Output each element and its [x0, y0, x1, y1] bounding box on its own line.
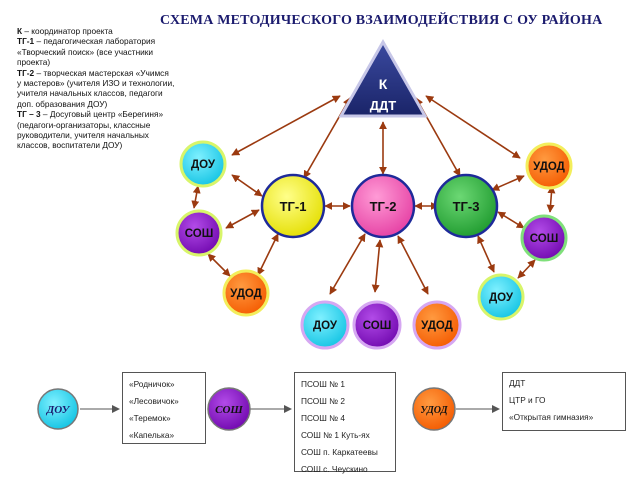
tg1-label: ТГ-1: [279, 199, 307, 214]
dou-list-item: «Родничок»: [129, 379, 175, 389]
udod-right-label: УДОД: [533, 161, 565, 173]
sosh-list-item: ПСОШ № 4: [301, 413, 345, 423]
sosh-bottom-label: СОШ: [362, 320, 392, 332]
sosh-left-label: СОШ: [184, 228, 214, 240]
dou-icon-label: ДОУ: [46, 404, 70, 416]
udod-list-item: ДДТ: [509, 378, 526, 388]
arrow-k-udod-right: [426, 96, 520, 158]
dou-list-item: «Теремок»: [129, 413, 171, 423]
sosh-right-label: СОШ: [529, 233, 559, 245]
arrow-dou-sosh-left: [194, 186, 198, 208]
arrow-tg2-dou-bottom: [330, 234, 365, 294]
sosh-right-node: [522, 216, 566, 260]
sosh-bottom-icon: [208, 388, 250, 430]
udod-list-box: [502, 372, 626, 431]
tg1-node: [262, 175, 324, 237]
dou-right-label: ДОУ: [488, 292, 514, 304]
legend-item-k: К – координатор проекта: [17, 26, 113, 36]
page-title: СХЕМА МЕТОДИЧЕСКОГО ВЗАИМОДЕЙСТВИЯ С ОУ РАЙОНА: [160, 13, 603, 28]
udod-list-item: «Открытая гимназия»: [509, 412, 594, 422]
udod-left-node: [224, 271, 268, 315]
sosh-bottom-node: [354, 302, 400, 348]
arrow-sosh-dou-right: [518, 260, 535, 278]
dou-bottom-label: ДОУ: [312, 320, 338, 332]
legend-item-tg1: ТГ-1 – педагогическая лаборатория «Творческий поиск» (все участники проекта): [17, 36, 156, 68]
arrow-tg3-udod-right: [492, 176, 524, 190]
arrow-tg2-sosh-bottom: [375, 240, 380, 292]
sosh-list-box: [294, 372, 396, 472]
udod-left-label: УДОД: [230, 288, 262, 300]
udod-bottom-label: УДОД: [421, 320, 453, 332]
sosh-list-item: СОШ п. Каркатеевы: [301, 447, 378, 457]
tg3-label: ТГ-3: [452, 199, 480, 214]
dou-left-node: [181, 142, 225, 186]
udod-right-node: [527, 144, 571, 188]
sosh-list-item: ПСОШ № 1: [301, 379, 345, 389]
udod-list-item: ЦТР и ГО: [509, 395, 546, 405]
udod-bottom-node: [414, 302, 460, 348]
arrow-k-dou-left: [232, 96, 340, 155]
arrow-tg1-dou-left: [232, 175, 262, 196]
arrow-tg1-udod-left: [258, 234, 278, 275]
udod-icon-label: УДОД: [420, 405, 448, 416]
dou-list-item: «Лесовичок»: [129, 396, 179, 406]
coordinator-label-ddt: ДДТ: [369, 98, 397, 113]
legend-item-tg3: ТГ – 3 – Досуговый центр «Берегиня» (педагоги-организаторы, классные руководители, учителя начальных классов, воспитатели ДОУ): [17, 109, 164, 151]
coordinator-node: [341, 42, 425, 116]
dou-bottom-icon: [38, 389, 78, 429]
dou-right-node: [479, 275, 523, 319]
tg2-node: [352, 175, 414, 237]
sosh-list-item: СОШ с. Чеускино: [301, 464, 368, 474]
legend-item-tg2: ТГ-2 – творческая мастерская «Учимся у мастеров» (учителя ИЗО и технологии, учителя начальных классов, педагоги доп. образования ДОУ): [17, 67, 175, 109]
arrow-tg1-sosh-left: [226, 210, 259, 228]
dou-list-item: «Капелька»: [129, 430, 175, 440]
arrow-tg3-sosh-right: [498, 212, 524, 228]
dou-list-box: [122, 372, 206, 444]
arrow-tg3-dou-right: [478, 236, 494, 272]
arrow-sosh-udod-left: [208, 254, 230, 276]
udod-bottom-icon: [413, 388, 455, 430]
sosh-left-node: [177, 211, 221, 255]
arrow-udod-sosh-right: [550, 186, 552, 212]
sosh-icon-label: СОШ: [215, 404, 243, 416]
tg2-label: ТГ-2: [369, 199, 397, 214]
tg3-node: [435, 175, 497, 237]
sosh-list-item: ПСОШ № 2: [301, 396, 345, 406]
coordinator-label-k: К: [378, 76, 388, 92]
dou-bottom-node: [302, 302, 348, 348]
sosh-list-item: СОШ № 1 Куть-ях: [301, 430, 370, 440]
arrow-tg2-udod-bottom: [398, 236, 428, 294]
dou-left-label: ДОУ: [190, 159, 216, 171]
